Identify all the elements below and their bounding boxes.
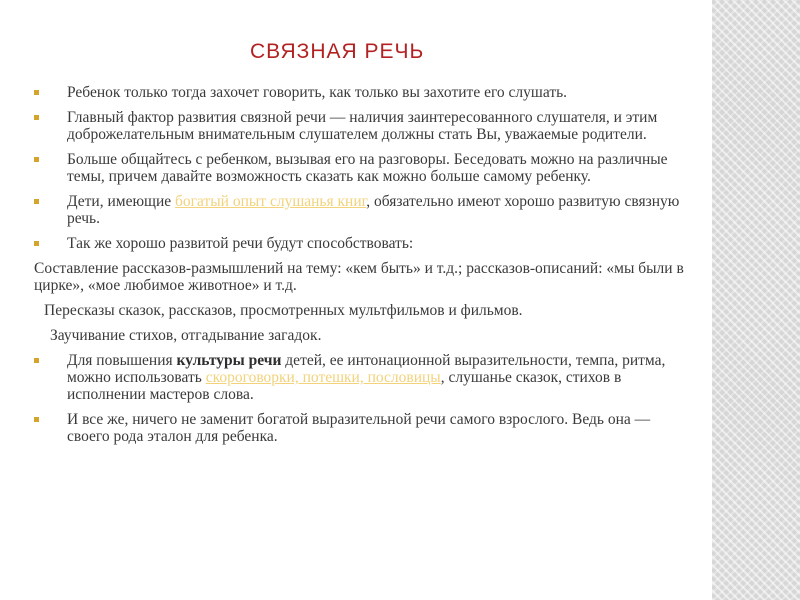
bullet-text: Больше общайтесь с ребенком, вызывая его на разговоры. Беседовать можно на различные темы, причем давайте возможность сказать как можно больше самому ребенку. <box>67 151 668 185</box>
bullet-text-after: , слушанье сказок, стихов в исполнении мастеров слова. <box>67 369 622 403</box>
bullet-text-after: , обязательно имеют хорошо развитую связную речь. <box>67 193 680 227</box>
plain-paragraph: Пересказы сказок, рассказов, просмотренных мультфильмов и фильмов. <box>44 302 523 319</box>
square-bullet-icon <box>34 417 39 422</box>
square-bullet-icon <box>34 199 39 204</box>
tongue-twisters-link[interactable]: скороговорки, потешки, пословицы <box>205 369 441 386</box>
slide-content <box>34 84 694 453</box>
bullet-item <box>34 352 694 403</box>
plain-paragraph: Заучивание стихов, отгадывание загадок. <box>50 327 322 344</box>
bullet-text: И все же, ничего не заменит богатой выразительной речи самого взрослого. Ведь она — своего рода эталон для ребенка. <box>67 411 651 445</box>
plain-paragraph: Составление рассказов-размышлений на тему: «кем быть» и т.д.; рассказов-описаний: «мы были в цирке», «мое любимое животное» и т.д. <box>34 260 684 294</box>
bullet-item <box>34 151 694 185</box>
bullet-text-middle: детей, ее интонационной выразительности, темпа, ритма, можно использовать <box>67 352 666 386</box>
square-bullet-icon <box>34 358 39 363</box>
bullet-item <box>34 193 694 227</box>
bullet-text: Так же хорошо развитой речи будут способствовать: <box>67 235 414 252</box>
square-bullet-icon <box>34 115 39 120</box>
bullet-item <box>34 235 694 252</box>
square-bullet-icon <box>34 90 39 95</box>
bullet-text-before: Для повышения <box>67 352 177 369</box>
books-link[interactable]: богатый опыт слушанья книг <box>175 193 367 210</box>
bullet-item <box>34 109 694 143</box>
bullet-item <box>34 411 694 445</box>
bold-phrase: культуры речи <box>176 352 282 369</box>
slide-title: СВЯЗНАЯ РЕЧЬ <box>250 40 425 63</box>
decorative-side-band <box>712 0 800 600</box>
bullet-text-before: Дети, имеющие <box>67 193 176 210</box>
bullet-item <box>34 84 694 101</box>
bullet-text: Главный фактор развития связной речи — наличия заинтересованного слушателя, и этим доброжелательным внимательным слушателем должны стать Вы, уважаемые родители. <box>67 109 658 143</box>
square-bullet-icon <box>34 157 39 162</box>
bullet-text: Ребенок только тогда захочет говорить, как только вы захотите его слушать. <box>67 84 568 101</box>
square-bullet-icon <box>34 241 39 246</box>
